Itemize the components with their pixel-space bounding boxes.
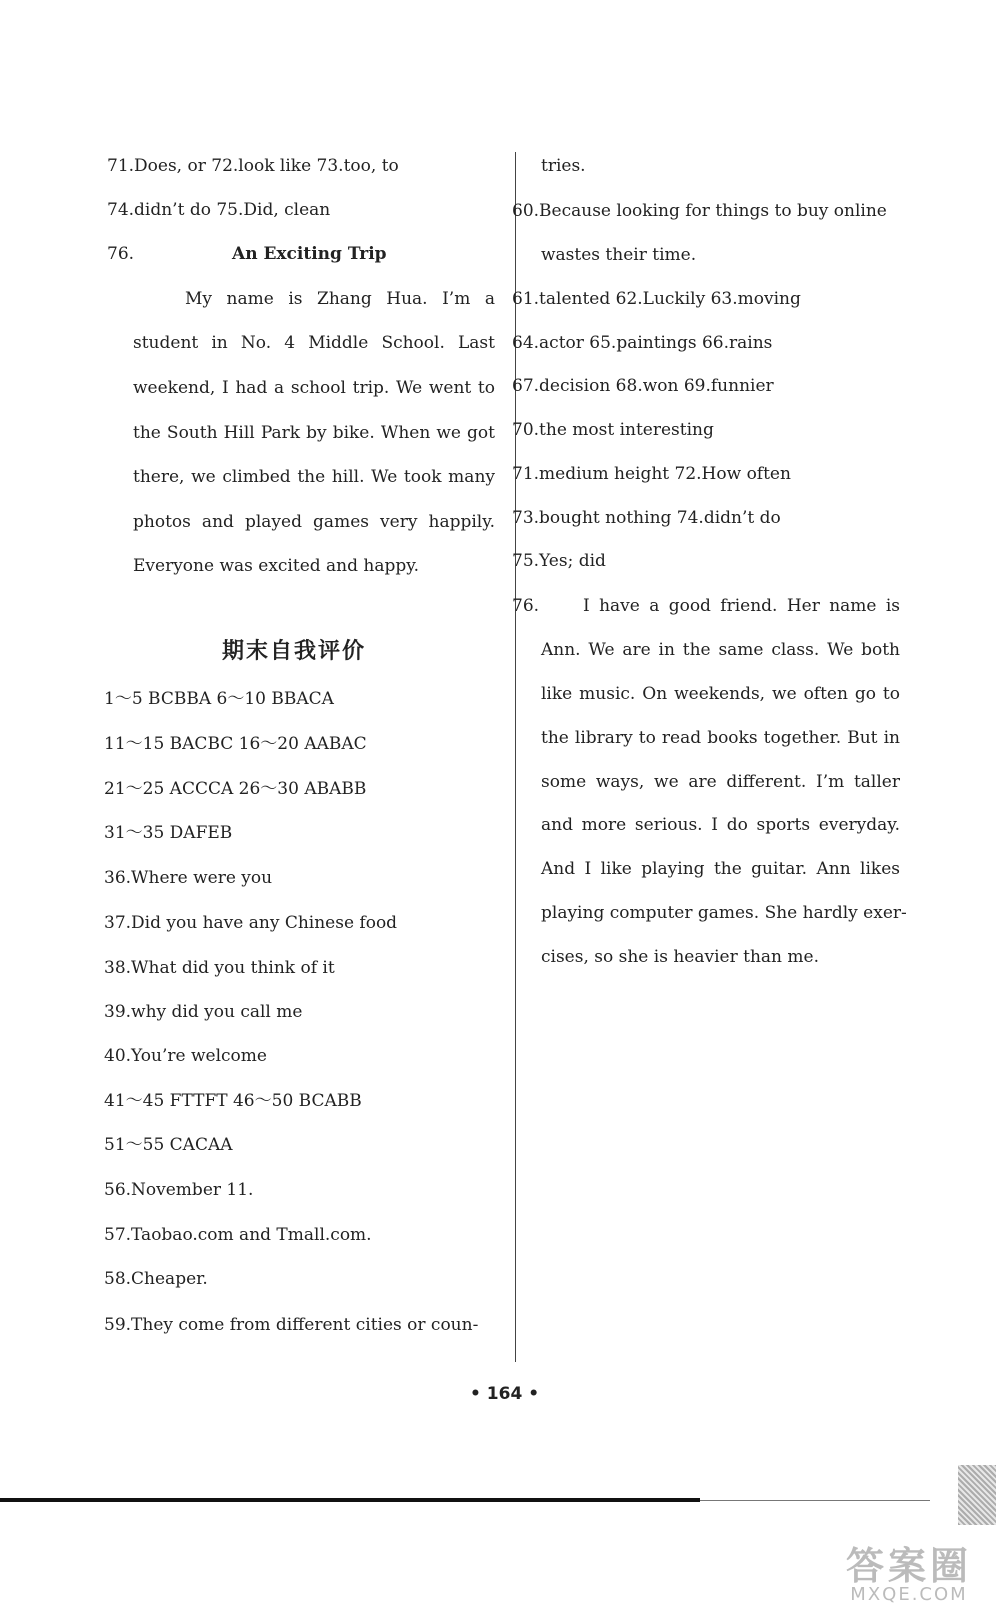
watermark-logo-text: 答案圈	[845, 1544, 972, 1588]
essay-line: and more serious. I do sports everyday.	[541, 815, 900, 835]
question-number: 76.	[512, 596, 540, 616]
watermark-url: MXQE.COM	[850, 1584, 968, 1605]
section-heading: 期末自我评价	[222, 639, 367, 664]
watermark	[820, 1535, 998, 1605]
answer-line: 60.Because looking for things to buy online	[512, 201, 887, 221]
answer-line: tries.	[541, 156, 586, 176]
essay-line: And I like playing the guitar. Ann likes	[541, 859, 900, 879]
essay-line: weekend, I had a school trip. We went to	[133, 378, 495, 398]
corner-seal-icon	[958, 1465, 996, 1525]
essay-line: I have a good friend. Her name is	[583, 596, 900, 616]
bottom-rule-thin	[700, 1500, 930, 1501]
answer-line: 36.Where were you	[104, 868, 273, 888]
answer-line: 31～35 DAFEB	[104, 823, 233, 843]
answer-line: 37.Did you have any Chinese food	[104, 913, 398, 933]
essay-line: student in No. 4 Middle School. Last	[133, 333, 495, 353]
bottom-rule	[0, 1498, 700, 1502]
essay-line: some ways, we are different. I’m taller	[541, 772, 900, 792]
essay-line: cises, so she is heavier than me.	[541, 947, 819, 967]
answer-line: 64.actor 65.paintings 66.rains	[512, 333, 773, 353]
essay-line: My name is Zhang Hua. I’m a	[185, 289, 495, 309]
answer-line: 41～45 FTTFT 46～50 BCABB	[104, 1091, 362, 1111]
answer-line: wastes their time.	[541, 245, 697, 265]
essay-line: playing computer games. She hardly exer-	[541, 903, 907, 923]
answer-line: 56.November 11.	[104, 1180, 254, 1200]
answer-line: 38.What did you think of it	[104, 958, 335, 978]
essay-line: Ann. We are in the same class. We both	[541, 640, 900, 660]
answer-line: 70.the most interesting	[512, 420, 714, 440]
answer-line: 61.talented 62.Luckily 63.moving	[512, 289, 801, 309]
essay-line: like music. On weekends, we often go to	[541, 684, 900, 704]
answer-line: 58.Cheaper.	[104, 1269, 208, 1289]
essay-line: the library to read books together. But in	[541, 728, 900, 748]
answer-line: 57.Taobao.com and Tmall.com.	[104, 1225, 372, 1245]
answer-line: 71.medium height 72.How often	[512, 464, 791, 484]
answer-line: 39.why did you call me	[104, 1002, 303, 1022]
answer-line: 67.decision 68.won 69.funnier	[512, 376, 774, 396]
answer-line: 1～5 BCBBA 6～10 BBACA	[104, 689, 334, 709]
essay-title: An Exciting Trip	[232, 244, 387, 264]
essay-line: there, we climbed the hill. We took many	[133, 467, 495, 487]
essay-line: photos and played games very happily.	[133, 512, 495, 532]
essay-line: the South Hill Park by bike. When we got	[133, 423, 495, 443]
answer-line: 71.Does, or 72.look like 73.too, to	[107, 156, 399, 176]
answer-line: 51～55 CACAA	[104, 1135, 233, 1155]
answer-line: 75.Yes; did	[512, 551, 606, 571]
answer-line: 11～15 BACBC 16～20 AABAC	[104, 734, 367, 754]
answer-line: 59.They come from different cities or coun-	[104, 1315, 479, 1335]
answer-line: 73.bought nothing 74.didn’t do	[512, 508, 781, 528]
page-number: • 164 •	[470, 1384, 540, 1404]
answer-line: 40.You’re welcome	[104, 1046, 267, 1066]
question-number: 76.	[107, 244, 135, 264]
essay-line: Everyone was excited and happy.	[133, 556, 420, 576]
answer-line: 21～25 ACCCA 26～30 ABABB	[104, 779, 367, 799]
answer-line: 74.didn’t do 75.Did, clean	[107, 200, 331, 220]
